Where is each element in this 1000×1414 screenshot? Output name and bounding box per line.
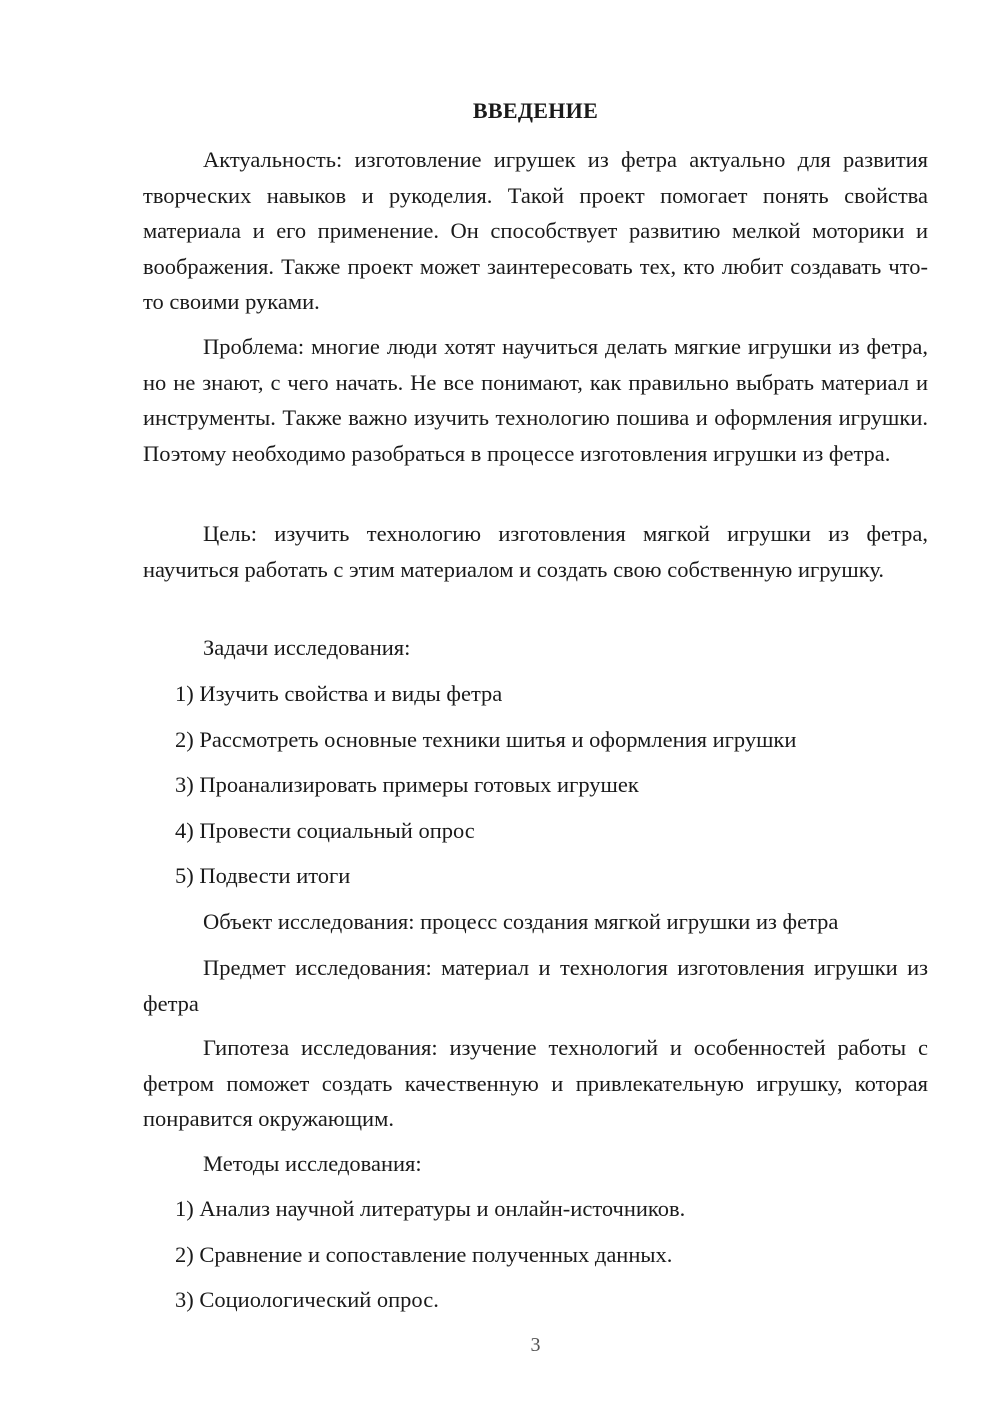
hypothesis-paragraph: Гипотеза исследования: изучение технологий и особенностей работы с фетром поможет создать качественную и привлекательную игрушку, которая понравится окружающим. bbox=[143, 1035, 928, 1131]
task-item: 1) Изучить свойства и виды фетра bbox=[175, 681, 503, 706]
relevance-paragraph: Актуальность: изготовление игрушек из фетра актуально для развития творческих навыков и рукоделия. Такой проект помогает понять свойства материала и его применение. Он способствует развитию мелкой моторики и воображения. Также проект может заинтересовать тех, кто любит создавать что-то своими руками. bbox=[143, 147, 928, 314]
task-item: 5) Подвести итоги bbox=[175, 863, 351, 888]
object-paragraph: Объект исследования: процесс создания мягкой игрушки из фетра bbox=[203, 909, 839, 934]
methods-heading: Методы исследования: bbox=[203, 1151, 422, 1176]
page-number bbox=[143, 1330, 928, 1360]
method-item: 2) Сравнение и сопоставление полученных данных. bbox=[175, 1242, 673, 1267]
task-item: 4) Провести социальный опрос bbox=[175, 818, 475, 843]
method-item: 1) Анализ научной литературы и онлайн-источников. bbox=[175, 1196, 686, 1221]
method-item: 3) Социологический опрос. bbox=[175, 1287, 439, 1312]
page-number-label: 3 bbox=[530, 1334, 541, 1356]
tasks-heading: Задачи исследования: bbox=[203, 635, 411, 660]
task-item: 3) Проанализировать примеры готовых игрушек bbox=[175, 772, 639, 797]
page-title: ВВЕДЕНИЕ bbox=[472, 98, 599, 123]
subject-paragraph: Предмет исследования: материал и технология изготовления игрушки из фетра bbox=[143, 955, 928, 1016]
problem-paragraph: Проблема: многие люди хотят научиться делать мягкие игрушки из фетра, но не знают, с чего начать. Не все понимают, как правильно выбрать материал и инструменты. Также важно изучить технологию пошива и оформления игрушки. Поэтому необходимо разобраться в процессе изготовления игрушки из фетра. bbox=[143, 334, 928, 466]
goal-paragraph: Цель: изучить технологию изготовления мягкой игрушки из фетра, научиться работать с этим материалом и создать свою собственную игрушку. bbox=[143, 521, 928, 582]
task-item: 2) Рассмотреть основные техники шитья и оформления игрушки bbox=[175, 727, 797, 752]
